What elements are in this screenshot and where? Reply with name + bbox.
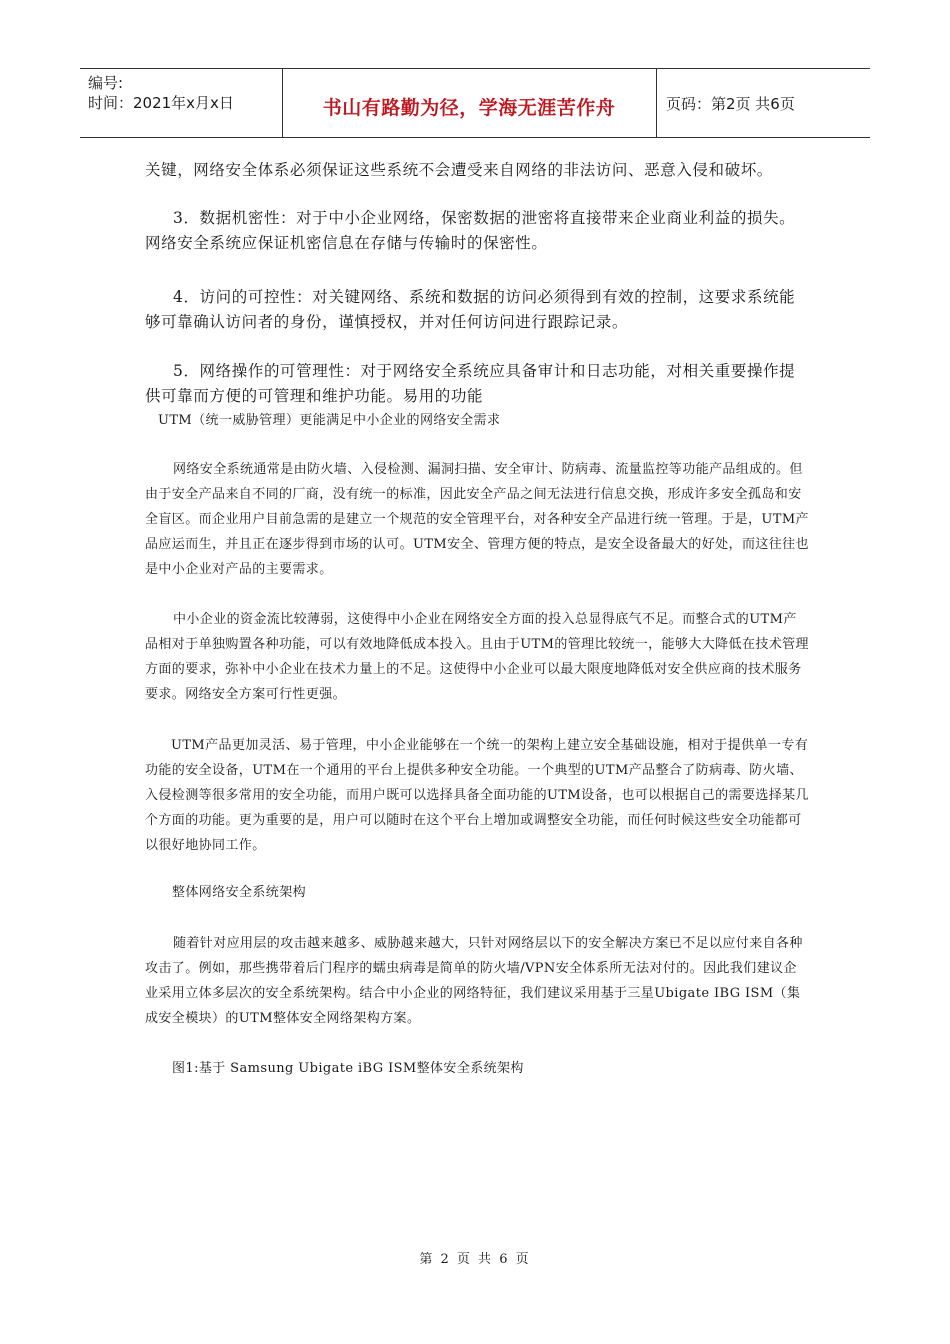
header-motto-cell bbox=[282, 69, 657, 137]
paragraph-utm-flexibility: UTM产品更加灵活、易于管理，中小企业能够在一个统一的架构上建立安全基础设施，相对于提供单一专有功能的安全设备，UTM在一个通用的平台上提供多种安全功能。一个典型的UTM产品整合了防病毒、防火墙、入侵检测等很多常用的安全功能，而用户既可以选择具备全面功能的UTM设备，也可以根据自己的需要选择某几个方面的功能。更为重要的是，用户可以随时在这个平台上增加或调整安全功能，而任何时候这些安全功能都可以很好地协同工作。 bbox=[145, 738, 809, 853]
paragraph-manageability: 5．网络操作的可管理性：对于网络安全系统应具备审计和日志功能，对相关重要操作提供可靠而方便的可管理和维护功能。易用的功能 bbox=[145, 362, 796, 405]
document-header bbox=[80, 68, 870, 138]
paragraph-security-products: 网络安全系统通常是由防火墙、入侵检测、漏洞扫描、安全审计、防病毒、流量监控等功能产品组成的。但由于安全产品来自不同的厂商，没有统一的标准，因此安全产品之间无法进行信息交换，形成许多安全孤岛和安全盲区。而企业用户目前急需的是建立一个规范的安全管理平台，对各种安全产品进行统一管理。于是，UTM产品应运而生，并且正在逐步得到市场的认可。UTM安全、管理方便的特点，是安全设备最大的好处，而这往往也是中小企业对产品的主要需求。 bbox=[145, 462, 809, 577]
header-motto: 书山有路勤为径，学海无涯苦作舟 bbox=[322, 97, 616, 119]
section-heading-architecture: 整体网络安全系统架构 bbox=[172, 885, 307, 900]
paragraph-data-confidentiality: 3．数据机密性：对于中小企业网络，保密数据的泄密将直接带来企业商业利益的损失。网络安全系统应保证机密信息在存储与传输时的保密性。 bbox=[145, 209, 796, 252]
paragraph-continuation: 关键，网络安全体系必须保证这些系统不会遭受来自网络的非法访问、恶意入侵和破坏。 bbox=[145, 161, 773, 179]
header-page-number: 页码：第2页 共6页 bbox=[666, 95, 795, 113]
page-footer: 第 2 页 共 6 页 bbox=[419, 1252, 531, 1267]
header-page-cell bbox=[656, 69, 870, 137]
paragraph-architecture: 随着针对应用层的攻击越来越多、威胁越来越大，只针对网络层以下的安全解决方案已不足以应付来自各种攻击了。例如，那些携带着后门程序的蠕虫病毒是简单的防火墙/VPN安全体系所无法对付的。因此我们建议企业采用立体多层次的安全系统架构。结合中小企业的网络特征，我们建议采用基于三星Ubigate IBG ISM（集成安全模块）的UTM整体安全网络架构方案。 bbox=[145, 936, 803, 1026]
document-number-label: 编号: bbox=[88, 74, 124, 92]
figure-caption: 图1:基于 Samsung Ubigate iBG ISM整体安全系统架构 bbox=[172, 1061, 524, 1076]
document-time-label: 时间：2021年x月x日 bbox=[88, 94, 234, 112]
paragraph-access-control: 4．访问的可控性：对关键网络、系统和数据的访问必须得到有效的控制，这要求系统能够可靠确认访问者的身份，谨慎授权，并对任何访问进行跟踪记录。 bbox=[145, 288, 796, 331]
paragraph-funding: 中小企业的资金流比较薄弱，这使得中小企业在网络安全方面的投入总显得底气不足。而整合式的UTM产品相对于单独购置各种功能，可以有效地降低成本投入。且由于UTM的管理比较统一，能够大大降低在技术管理方面的要求，弥补中小企业在技术力量上的不足。这使得中小企业可以最大限度地降低对安全供应商的技术服务要求。网络安全方案可行性更强。 bbox=[145, 612, 809, 702]
header-info-cell bbox=[80, 69, 283, 137]
section-heading-utm: UTM（统一威胁管理）更能满足中小企业的网络安全需求 bbox=[158, 413, 501, 428]
